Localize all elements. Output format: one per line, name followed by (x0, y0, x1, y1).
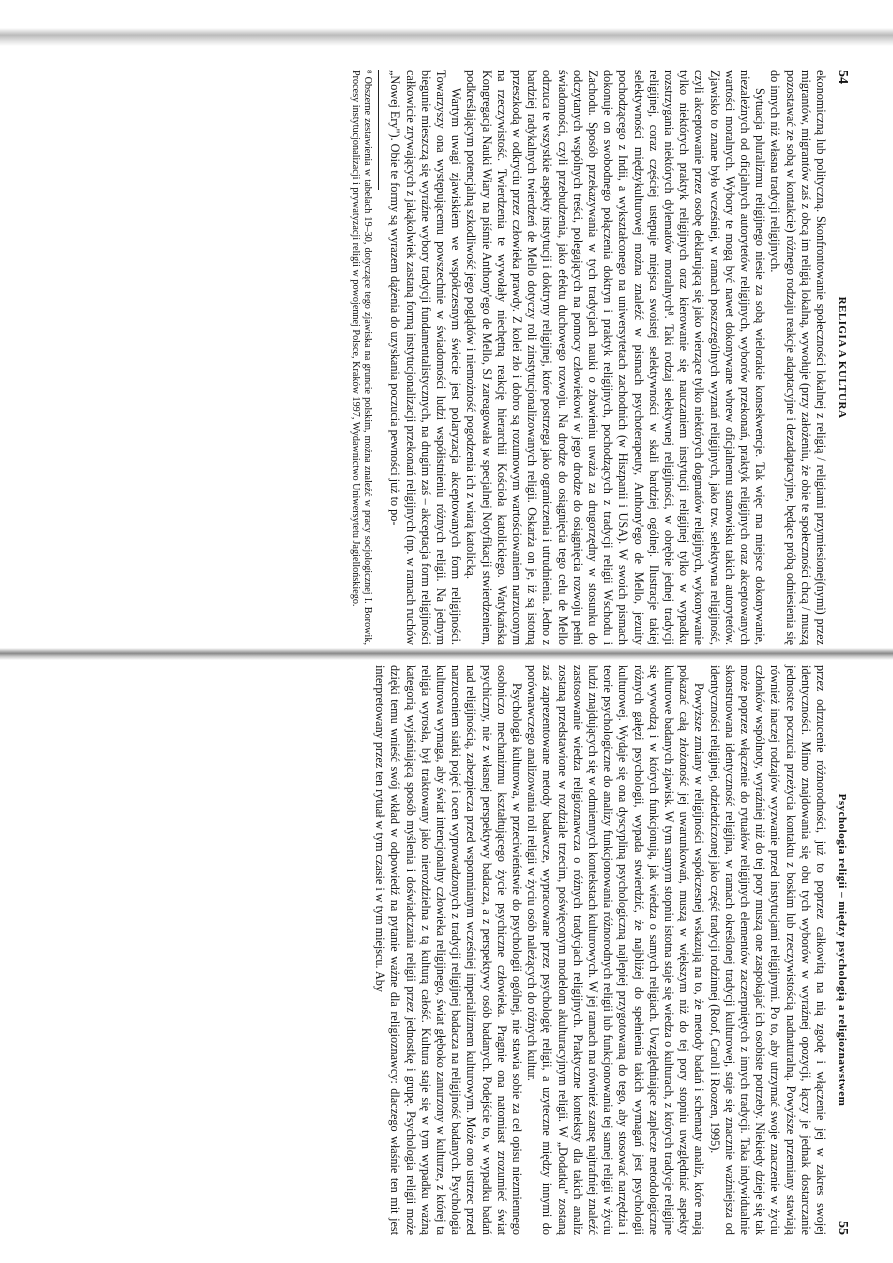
page-number: 54 (835, 70, 850, 84)
running-title: RELIGIA A KULTURA (836, 296, 848, 419)
book-spine-shadow (0, 648, 893, 660)
running-head (834, 70, 850, 645)
paragraph: ekonomiczną lub polityczną. Skonfrontowanie społeczności lokalnej z religią / religiami przymiesionej(nymi) przez migrantów, migrantów zaś z obcą im religią lokalną, wywołuje (przy założeniu, że obie te społeczności chcą / muszą pozostawać ze sobą w kontakcie) różnego rodzaju reakcje adaptacyjne i dezadaptacyjne, będące próbą odniesienia się do innych niż własna tradycji religijnych. (768, 70, 828, 645)
running-title: Psychologia religii – między psychologią a religioznawstwem (836, 793, 848, 1107)
page-54 (120, 70, 850, 645)
paragraph: Psychologia kulturowa, w przeciwieństwie do psychologii ogólnej, nie stawia sobie za cel opisu niezmiennego osobniczo mechanizmu kształtującego życie psychiczne człowieka. Pragnie ona natomiast zrozumieć świat psychiczny, nie z własnej perspektywy badacza, a z perspektywy osób badanych. Podejście to, w wypadku badań nad religijnością, zabezpiecza przed wspomnianym wcześniej imperializmem kulturowym. Może ono ustrzec przed narzuceniem siatki pojęć i ocen wyprowadzonych z tradycji religijnej badacza na religijność badanych. Psychologia kulturowa wymaga, aby świat intencjonalny człowieka religijnego, świat głęboko zanurzony w kulturze, z której ta religia wyrosła, był traktowany jako nierozdzielna z tą kulturą całość. Kultura staje się w tym wypadku ważną kategorią wyjaśniającą sposób myślenia i doświadczania religii przez jednostkę i grupę. Psychologia religii może dzięki temu wnieść swój wkład w odpowiedź na pytanie ważne dla religioznawcy: dlaczego właśnie ten mit jest interpretowany przez ten rytuał w tym czasie i w tym miejscu. Aby (373, 665, 524, 1235)
footnote-rule (378, 70, 379, 190)
page-55 (120, 665, 850, 1235)
page-number: 55 (835, 1220, 850, 1235)
paragraph: Sytuacja pluralizmu religijnego niesie za sobą wielorakie konsekwencje. Tak więc ma miejsce dokonywanie, niezależnych od oficjalnych autorytetów religijnych, wyborów przekonań, praktyk religijnych oraz akceptowanych wartości moralnych. Wybory te mogą być nawet dokonywane wbrew oficjalnemu stanowisku takich autorytetów. Zjawisko to znane było wcześniej, w ramach poszczególnych wyznań religijnych, jako tzw. selektywna religijność, czyli akceptowanie przez osobę deklarującą się jako wierzące tylko niektórych dogmatów religijnych, wykonywanie tylko niektórych praktyk religijnych oraz kierowanie się nauczaniem instytucji religijnej tylko w wypadku rozstrzygania niektórych dylematów moralnych⁸. Taki rodzaj selektywnej religijności, w obrębie jednej tradycji religijnej, coraz częściej ustępuje miejsca swoistej selektywności w skali bardziej ogólnej. Ilustracje takiej selektywności międzykulturowej można znaleźć w pismach psychoterapeuty, Anthony'ego de Mello, jezuity pochodzącego z Indii, a wykształconego na uniwersytetach zachodnich (w Hiszpanii i USA). W swoich pismach dokonuje on swobodnego połączenia doktryn i praktyk religijnych, pochodzących z tradycji religii Wschodu i Zachodu. Sposób przekazywania w tych tradycjach nauki o zbawieniu uważa za drugorzędny w stosunku do odczytanych wspólnych treści, polegających na pomocy człowiekowi w jego drodze do osiągnięcia rozwoju pełni świadomości, czyli przebudzenia, jako efektu duchowego rozwoju. Na drodze do osiągnięcia tego celu de Mello odrzuca te wszystkie aspekty instytucji i doktryny religijnej, które postrzega jako ograniczenia i utrudnienia. Jedno z bardziej radykalnych twierdzeń de Mello dotyczy roli zinstytucjonalizowanych religii. Oskarża on je, iż są istotną przeszkodą w odkryciu przez człowieka prawdy. Z kolei zło i dobro są rozumowym wartościowaniem narzuconym na rzeczywistość. Twierdzenia te wywołały niechętną reakcję hierarchii Kościoła katolickiego. Watykańska Kongregacja Nauki Wiary na piśmie Anthony'ego de Mello, SJ zareagowała w specjalnej Notyfikacji stwierdzeniem, podkreślającym potencjalną szkodliwość jego poglądów i niemożność pogodzenia ich z wiarą katolicką. (464, 70, 768, 645)
paragraph: Wartym uwagi zjawiskiem we współczesnym świecie jest polaryzacja akceptowanych form religijności. Towarzyszy ona występującemu powszechnie w świadomości ludzi współistnieniu różnych religii. Na jednym biegunie mieszczą się wyraźne wybory tradycji fundamentalistycznych, na drugim zaś – akceptacja form religijności całkowicie zrywających z jakąkolwiek zastaną formą instytucjonalizacji przekonań religijnych (np. w ramach ruchów „Nowej Ery"). Obie te formy są wyrazem dążenia do uzyskania poczucia pewności już to po- (388, 70, 464, 645)
page-body (387, 70, 828, 645)
scan-edge-shadow (0, 28, 893, 46)
running-head (834, 665, 850, 1235)
paragraph: Powyższe zmiany w religijności współczesnej wskazują na to, że metody badań i schematy analiz, które mają pokazać całą złożoność jej uwarunkowań, muszą w większym niż do tej pory stopniu uwzględniać aspekty kulturowe badanych zjawisk. W tym samym stopniu istotna staje się wiedza o kulturach, z których tradycje religijne się wywodzą i w których funkcjonują, jak wiedza o samych religiach. Uwzględniające zaplecze metodologiczne różnych gałęzi psychologii, wypada stwierdzić, że najbliżej do spełnienia takich wymagań jest psychologii kulturowej. Wydaje się ona dyscypliną psychologiczną najlepiej przygotowaną do tego, aby stosować narzędzia i teorie psychologiczne do analizy funkcjonowania różnorodnych religii lub funkcjonowania tej samej religii w życiu ludzi znajdujących się w odmiennych kontekstach kulturowych. W jej ramach ma również szansę najtrafniej znaleźć zastosowanie wiedza religioznawcza o różnych tradycjach religijnych. Praktyczne konteksty dla takich analiz zostaną przedstawione w rozdziale trzecim, poświęconym modelom akulturacyjnym religii. W „Dodatku" zostaną zaś zaprezentowane metody badawcze, wypracowane przez psychologię religii, a uzyteczne między innymi do porównawczego analizowania roli religii w życiu osób należących do różnych kultur. (525, 665, 707, 1235)
footnote: ⁸ Obszerne zestawienia w tabelach 19–30, dotyczące tego zjawiska na gruncie polskim, można znaleźć w pracy socjologicznej I. Borowik, Procesy instytucjonalizacji i prywatyzacji religii w powojennej Polsce, Kraków 1997, Wydawnictwo Uniwersytetu Jagiellońskiego. (349, 70, 374, 645)
paragraph: przez odrzucenie różnorodności, już to poprzez całkowitą na nią zgodę i włączenie jej w zakres swojej identyczności. Mimo znajdowania się obu tych wyborów w wyraźnej opozycji, łączy je jednak dostarczanie jednostce poczucia przeżycia kontaktu z boskim lub rzeczywistością nadnaturalną. Powyższe przemiany stawiają również inaczej rodzajów wyzwanie przed instytucjami religijnymi. Po to, aby utrzymać swoje znaczenie w życiu członków wspólnoty, wyraźniej niż do tej pory muszą one zaspokajać ich osobiste potrzeby. Niekiedy dzieje się tak może poprzez włączenie do rytuałów religijnych elementów zaczerpniętych z innych tradycji. Taka indywidualnie skonstruowana identyczność religijna, w ramach określonej tradycji kulturowej, staje się znacznie ważniejsza od identyczności religijnej, odziedziczonej jako część tradycji rodzinnej (Roof, Caroll i Roozen, 1995). (707, 665, 828, 1235)
page-body (372, 665, 828, 1235)
